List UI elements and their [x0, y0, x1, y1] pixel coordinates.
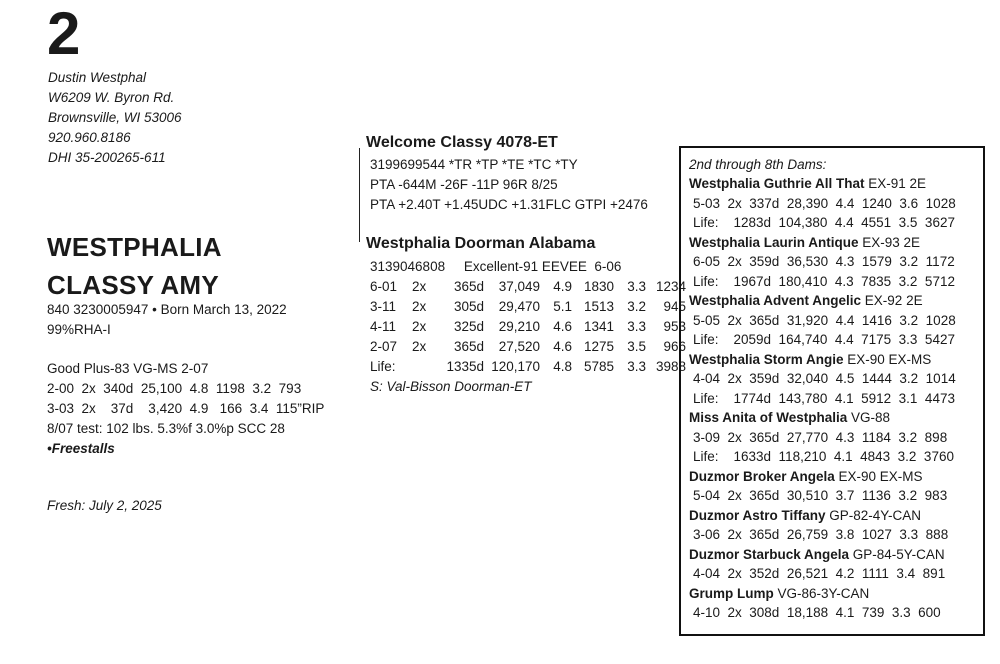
ancestor-dam-name: Westphalia Storm Angie	[689, 351, 844, 367]
fresh-date: Fresh: July 2, 2025	[47, 498, 162, 513]
dam-record-cell: 1513	[583, 299, 614, 314]
dam-record-cell: 1234	[655, 279, 686, 294]
dam-record-cell: 120,170	[491, 359, 540, 374]
dam-record-cell: 4.9	[553, 279, 572, 294]
dam-record-cell: 305d	[453, 299, 484, 314]
ancestor-dam-record: 3-09 2x 365d 27,770 4.3 1184 3.2 898	[693, 429, 948, 445]
ancestor-dam-record: 4-10 2x 308d 18,188 4.1 739 3.3 600	[693, 605, 941, 620]
sire-id-line: 3199699544 *TR *TP *TE *TC *TY	[370, 157, 578, 172]
owner-phone: 920.960.8186	[48, 130, 131, 145]
ancestor-dam-classification: VG-86-3Y-CAN	[773, 585, 870, 601]
classification-line: Good Plus-83 VG-MS 2-07	[47, 361, 209, 376]
ancestor-dam-heading	[689, 506, 977, 526]
ancestor-dam-classification: EX-90 EX-MS	[834, 468, 923, 484]
dam-record-row	[370, 277, 690, 297]
ancestor-dam-name: Westphalia Advent Angelic	[689, 293, 862, 308]
ancestor-dam-record: Life: 1633d 118,210 4.1 4843 3.2 3760	[693, 449, 954, 464]
ancestor-dam-heading	[689, 584, 977, 604]
ancestor-dam-record: Life: 1774d 143,780 4.1 5912 3.1 4473	[693, 390, 955, 406]
rha-line: 99%RHA-I	[47, 322, 111, 337]
ancestor-dam-record: Life: 2059d 164,740 4.4 7175 3.3 5427	[693, 332, 955, 347]
sire-pta-line: PTA +2.40T +1.45UDC +1.31FLC GTPI +2476	[370, 197, 648, 212]
dam-record-cell: 365d	[453, 339, 484, 354]
ancestor-dam-record: Life: 1283d 104,380 4.4 4551 3.5 3627	[693, 215, 955, 230]
dam-record-cell: 1275	[583, 339, 614, 354]
dam-record-cell: 3988	[655, 359, 686, 374]
ancestor-dam-record: 6-05 2x 359d 36,530 4.3 1579 3.2 1172	[693, 254, 955, 269]
dam-record-cell: 5785	[583, 359, 614, 374]
ancestor-dam-record: 4-04 2x 359d 32,040 4.5 1444 3.2 1014	[693, 371, 956, 386]
dam-record-cell: 2x	[412, 279, 427, 294]
ancestor-dam-classification: EX-93 2E	[858, 234, 921, 250]
dams-box	[679, 146, 985, 636]
ancestor-dam-name: Duzmor Starbuck Angela	[689, 546, 850, 562]
dam-record-cell: 3.3	[627, 319, 646, 334]
dam-sire-line: S: Val-Bisson Doorman-ET	[370, 379, 532, 394]
owner-info	[48, 68, 182, 168]
ancestor-dam-heading	[689, 408, 977, 428]
dam-record-cell: 1335d	[446, 359, 484, 374]
lot-number: 2	[47, 0, 81, 67]
dam-record-row	[370, 317, 690, 337]
ancestor-dam-classification: GP-84-5Y-CAN	[849, 546, 945, 562]
dam-record-cell: 2x	[412, 319, 427, 334]
ancestor-dam-classification: EX-90 EX-MS	[843, 351, 932, 367]
dam-record-cell: 1341	[583, 319, 614, 334]
dam-record-cell: 2x	[412, 299, 427, 314]
animal-name-line2: CLASSY AMY	[47, 270, 220, 300]
dam-record-cell: 3.5	[627, 339, 646, 354]
dam-record-cell: 3.2	[627, 299, 646, 314]
dam-record-cell: 966	[663, 339, 686, 354]
dam-record-cell: 29,210	[498, 319, 540, 334]
dam-record-cell: 4.8	[553, 359, 572, 374]
dam-record-cell: 5.1	[553, 299, 572, 314]
registration-line: 840 3230005947 • Born March 13, 2022	[47, 302, 287, 317]
dam-record-cell: 3-11	[370, 299, 397, 314]
dam-record-cell: 4-11	[370, 319, 397, 334]
dam-record-cell: 4.6	[553, 339, 572, 354]
animal-records	[47, 359, 324, 459]
dam-record-row	[370, 357, 690, 377]
dam-info	[370, 257, 690, 397]
dam-record-cell: 3.3	[627, 279, 646, 294]
animal-name	[47, 228, 222, 304]
ancestor-dam-name: Grump Lump	[689, 585, 774, 601]
dam-record-cell: 2-07	[370, 339, 398, 354]
dam-record-cell	[412, 357, 446, 377]
owner-city: Brownsville, WI 53006	[48, 110, 182, 125]
dam-record-cell: 4.6	[553, 319, 572, 334]
owner-address: W6209 W. Byron Rd.	[48, 90, 175, 105]
ancestor-dam-record: 5-04 2x 365d 30,510 3.7 1136 3.2 983	[693, 488, 948, 503]
test-line: 8/07 test: 102 lbs. 5.3%f 3.0%p SCC 28	[47, 421, 285, 436]
dam-record-cell: 365d	[453, 279, 484, 294]
sire-pta-line: PTA -644M -26F -11P 96R 8/25	[370, 177, 558, 192]
owner-dhi: DHI 35-200265-611	[48, 150, 166, 165]
ancestor-dam-record: 5-03 2x 337d 28,390 4.4 1240 3.6 1028	[693, 195, 956, 211]
owner-name: Dustin Westphal	[48, 70, 147, 85]
ancestor-dam-record: 4-04 2x 352d 26,521 4.2 1111 3.4 891	[693, 566, 946, 581]
dams-box-title: 2nd through 8th Dams:	[689, 157, 827, 172]
dams-box-content	[689, 156, 977, 623]
dam-name: Westphalia Doorman Alabama	[366, 235, 596, 252]
ancestor-dam-name: Duzmor Broker Angela	[689, 468, 835, 484]
dam-record-row	[370, 337, 690, 357]
ancestor-dam-classification: GP-82-4Y-CAN	[825, 507, 922, 523]
dam-record-cell: 37,049	[498, 279, 540, 294]
sire-divider	[359, 148, 360, 242]
dam-id-line: 3139046808 Excellent-91 EEVEE 6-06	[370, 259, 622, 274]
dam-record-cell: 3.3	[627, 359, 646, 374]
sire-name: Welcome Classy 4078-ET	[366, 134, 558, 151]
dam-record-cell: 1830	[583, 279, 614, 294]
dam-record-cell: Life:	[370, 359, 396, 374]
record-line: 3-03 2x 37d 3,420 4.9 166 3.4 115”RIP	[47, 401, 325, 416]
ancestor-dam-record: Life: 1967d 180,410 4.3 7835 3.2 5712	[693, 273, 955, 289]
ancestor-dam-record: 3-06 2x 365d 26,759 3.8 1027 3.3 888	[693, 527, 949, 542]
housing-line: •Freestalls	[47, 441, 115, 456]
sire-info	[370, 155, 648, 215]
ancestor-dam-name: Westphalia Laurin Antique	[689, 234, 859, 250]
ancestor-dam-heading	[689, 233, 977, 253]
animal-registration	[47, 300, 287, 340]
ancestor-dam-heading	[689, 291, 977, 311]
dam-records-table	[370, 277, 690, 377]
ancestor-dam-name: Miss Anita of Westphalia	[689, 410, 848, 425]
ancestor-dam-classification: EX-92 2E	[861, 293, 923, 308]
ancestor-dam-heading	[689, 174, 977, 194]
dam-record-cell: 325d	[453, 319, 484, 334]
ancestor-dam-classification: EX-91 2E	[864, 176, 927, 191]
dam-record-cell: 29,470	[498, 299, 540, 314]
record-line: 2-00 2x 340d 25,100 4.8 1198 3.2 793	[47, 381, 302, 396]
dam-record-row	[370, 297, 690, 317]
ancestor-dam-record: 5-05 2x 365d 31,920 4.4 1416 3.2 1028	[693, 312, 956, 328]
dam-record-cell: 2x	[412, 339, 427, 354]
ancestor-dam-name: Westphalia Guthrie All That	[689, 176, 865, 191]
ancestor-dam-heading	[689, 350, 977, 370]
dam-record-cell: 27,520	[498, 339, 540, 354]
ancestor-dam-heading	[689, 467, 977, 487]
ancestor-dam-name: Duzmor Astro Tiffany	[689, 507, 826, 523]
dam-record-cell: 945	[663, 299, 686, 314]
dam-record-cell: 953	[663, 319, 686, 334]
dam-record-cell: 6-01	[370, 279, 398, 294]
ancestor-dam-heading	[689, 545, 977, 565]
animal-name-line1: WESTPHALIA	[47, 232, 222, 262]
ancestor-dam-classification: VG-88	[847, 410, 891, 425]
